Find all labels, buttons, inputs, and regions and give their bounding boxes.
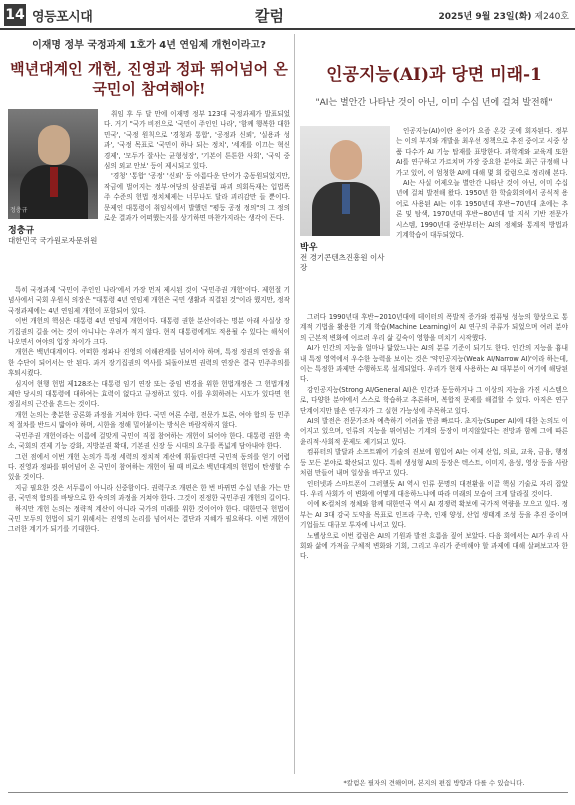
right-article xyxy=(300,34,568,774)
paragraph: 노벨상으로 이번 칼럼은 AI의 기원과 발전 흐름을 짚어 보았다. 다음 회에서는 AI가 우리 사회와 삶에 가져올 구체적 변화와 기회, 그리고 우리가 준비해야 할 과제에 대해 살펴보고자 한다. xyxy=(300,531,568,561)
author-photo xyxy=(300,126,390,236)
paragraph: AI의 발전은 전문가조차 예측하기 어려울 만큼 빠르다. 초지능(Super AI)에 대한 논의도 이어지고 있으며, 인류의 지능을 뛰어넘는 기계의 등장이 머지않았다는 전망과 함께 그에 따른 윤리적·사회적 문제도 제기되고 있다. xyxy=(300,417,568,446)
left-intro xyxy=(8,109,290,285)
right-intro xyxy=(300,126,568,312)
page-header xyxy=(0,0,575,30)
paragraph: 개헌 논의는 충분한 공론화 과정을 거쳐야 한다. 국민 여론 수렴, 전문가 토론, 여야 합의 등 민주적 절차를 반드시 밟아야 하며, 시한을 정해 밀어붙이는 방식은 바람직하지 않다. xyxy=(8,410,290,430)
left-headline: 백년대계인 개헌, 진영과 정파 뛰어넘어 온 국민이 참여해야! xyxy=(10,60,288,98)
right-headline: 인공지능(AI)과 당면 미래-1 xyxy=(326,65,542,85)
paragraph: 인터넷과 스마트폰이 그러했듯 AI 역시 인류 문명의 대전환을 이끌 핵심 기술로 자리 잡았다. 우리 사회가 이 변화에 어떻게 대응하느냐에 따라 미래의 모습이 크게 달라질 것이다. xyxy=(300,479,568,498)
column-divider xyxy=(294,34,295,774)
paragraph: 취임 후 두 달 만에 이재명 정부 123대 국정과제가 발표되었다. 거기 "국가 비전으로 '국민이 주인인 나라', '함께 행복한 대한민국', '국정 원칙으로 '경청과 통합', '공정과 신뢰', '실용과 성과', '국정 목표로 '국민이 하나 되는 정치', '세계를 이끄는 혁신 경제', '모두가 잘사는 균형성장', '기본이 튼튼한 사회', '국익 중심의 외교 안보' 등이 제시되고 있다. xyxy=(104,110,290,171)
paragraph: 이에 K-컬처의 정체와 함께 대한민국 역시 AI 경쟁력 확보에 국가적 역량을 모으고 있다. 정부는 AI 3대 강국 도약을 목표로 인프라 구축, 인재 양성, 산업 생태계 조성 등을 추진 중이며 기업들도 대규모 투자에 나서고 있다. xyxy=(300,500,568,530)
newspaper-logo: 영등포시대 xyxy=(32,10,93,25)
paragraph: 컴퓨터의 발달과 소프트웨어 기술의 진보에 힘입어 AI는 이제 산업, 의료, 교육, 금융, 행정 등 모든 분야로 확산되고 있다. 특히 생성형 AI의 등장은 텍스트, 이미지, 음성, 영상 등을 사람처럼 만들어 내며 일상을 바꾸고 있다. xyxy=(300,448,568,478)
right-author-role: 전 경기콘텐츠진흥원 이사장 xyxy=(300,253,385,272)
paragraph: 지금 필요한 것은 서두름이 아니라 신중함이다. 권력구조 개편은 한 번 바뀌면 수십 년을 가는 만큼, 국민적 합의를 바탕으로 한 숙의의 과정을 거쳐야 한다. 그것이 진정한 국민주권 개헌의 길이다. xyxy=(8,483,290,503)
issue-number: 제240호 xyxy=(534,12,569,22)
left-author-name: 정충규 xyxy=(8,226,35,236)
paragraph: 국민주권 개헌이라는 이름에 걸맞게 국민이 직접 참여하는 개헌이 되어야 한다. 대통령 권한 축소, 국회의 견제 기능 강화, 지방분권 확대, 기본권 신장 등 시대의 요구를 폭넓게 담아내야 한다. xyxy=(8,431,290,451)
paragraph: '경청' '통합' '공정' '신뢰' 등 아름다운 단어가 총동원되었지만, 작금에 벌어지는 정부·여당의 삼권분립 파괴 의회독재는 입법폭주 수준의 헌법 정치체제는 너무나도 달라 괴리감만 들 뿐이다. 문제인 대통령이 취임식에서 발했던 "평등 공정 정의"의 그 정의로운 결과가 어떠했는지를 상기하면 마찬가지라는 생각이 든다. xyxy=(104,172,290,223)
left-kicker: 이재명 정부 국정과제 1호가 4년 연임제 개헌이라고? xyxy=(32,40,266,51)
right-author-block xyxy=(300,126,390,273)
bottom-rule xyxy=(8,792,568,793)
page-number: 14 xyxy=(4,4,26,26)
issue-date: 2025년 9월 23일(화) xyxy=(438,12,532,22)
paragraph: 그런 점에서 이번 개헌 논의가 특정 세력의 정치적 계산에 휘둘린다면 국민적 동의를 얻기 어렵다. 진영과 정파를 뛰어넘어 온 국민이 참여하는 개헌이 될 때 비로소 백년대계의 헌법이 탄생할 수 있을 것이다. xyxy=(8,452,290,482)
right-body xyxy=(300,312,568,562)
paragraph: AI는 사실 어제오늘 별안간 나타난 것이 아닌, 이미 수십 년에 걸쳐 발전해 왔다. 1950년 한 학술회의에서 공식적 용어로 사용된 AI는 이후 1950년대 후반~70년대 초에는 추론 및 탐색, 1970년대 후반~80년대 말 지식 기반 전문가 시스템, 1990년대 중반부터는 AI의 정체와 통계적 방법과 기계학습이 대두되었다. xyxy=(396,179,568,240)
left-article xyxy=(8,34,290,774)
paragraph: 이번 개헌의 핵심은 대통령 4년 연임제 개헌이다. 대통령 권한 분산이라는 명분 아래 사실상 장기집권의 길을 여는 것이 아니냐는 우려가 적지 않다. 현직 대통령에게도 적용될 수 있다는 해석이 나오면서 여야의 입장 차이가 크다. xyxy=(8,317,290,347)
photo-credit: 정충규 xyxy=(10,207,28,214)
paragraph: 특히 국정과제 '국민이 주인인 나라'에서 가장 먼저 제시된 것이 '국민주권 개헌'이다. 제헌절 기념사에서 국회 우원식 의장은 "대통령 4년 연임제 개헌은 국민 생활과 직결된 것"이라 했지만, 정작 국정과제에는 4년 연임제 개헌이 포함되어 있다. xyxy=(8,286,290,315)
paragraph: 그러다 1990년대 후반~2010년대에 데이터의 폭발적 증가와 컴퓨팅 성능의 향상으로 통계적 기법을 활용한 기계 학습(Machine Learning)이 AI 연구의 주류가 되었으며 여러 분야의 근본적 변화에 이르러 우리 삶 깊숙이 영향을 미치기 시작했다. xyxy=(300,313,568,342)
paragraph: 인공지능(AI)이란 용어가 요즘 온갖 곳에 회자된다. 정부는 이의 부지와 개발을 최우선 정책으로 추진 중이고 시중 상품 다수가 AI 기능 탑재를 표방한다. 과학계와 교육계 또한 AI를 연구하고 가르치며 가장 중요한 분야로 최근 규정해 나가고 있어, 이 엄청한 AI에 대해 몇 회 칼럼으로 정리해 본다. xyxy=(396,127,568,177)
left-body xyxy=(8,285,290,535)
left-author-block xyxy=(8,109,98,246)
paragraph: 강인공지능(Strong AI/General AI)은 인간과 동등하거나 그 이상의 지능을 가진 시스템으로, 다양한 분야에서 스스로 학습하고 추론하며, 복합적 문제를 해결할 수 있다. 아직은 연구 단계이지만 많은 연구자가 그 실현 가능성에 주목하고 있다. xyxy=(300,385,568,415)
paragraph: AI가 인간의 지능을 얼마나 닮았느냐는 AI의 분류 기준이 되기도 한다. 인간의 지능을 흉내 내 특정 영역에서 우수한 능력을 보이는 것은 '약인공지능(Weak AI/Narrow AI)'이라 하는데, 이는 특정한 과제만 수행하도록 설계되었다. 우리가 현재 사용하는 AI 대부분이 여기에 해당된다. xyxy=(300,344,568,384)
right-subhead: "AI는 별안간 나타난 것이 아닌, 이미 수십 년에 걸쳐 발전해" xyxy=(315,98,553,108)
paragraph: 심지어 현행 헌법 제128조는 대통령 임기 연장 또는 중임 변경을 위한 헌법개정은 그 헌법개정 제안 당시의 대통령에 대하여는 효력이 없다고 규정하고 있다. 이를 우회하려는 시도가 있다면 헌정질서의 근간을 흔드는 것이다. xyxy=(8,379,290,409)
left-intro-text xyxy=(104,109,290,223)
column-disclaimer: *칼럼은 필자의 견해이며, 본지의 편집 방향과 다를 수 있습니다. xyxy=(343,779,525,787)
author-photo xyxy=(8,109,98,219)
right-intro-text xyxy=(396,126,568,240)
paragraph: 개헌은 백년대계이다. 어떠한 정파나 진영의 이해관계를 넘어서야 하며, 특정 정권의 연장을 위한 수단이 되어서는 안 된다. 과거 장기집권의 역사를 되돌아보면 권력의 연장은 결국 민주주의를 후퇴시켰다. xyxy=(8,348,290,378)
left-author-role: 대한민국 국가원로자문위원 xyxy=(8,236,98,245)
section-title: 칼럼 xyxy=(255,7,284,25)
issue-info xyxy=(438,9,569,22)
paragraph: 하지만 개헌 논의는 정략적 계산이 아니라 국가의 미래를 위한 것이어야 한다. 대한민국 헌법이 국민 모두의 헌법이 되기 위해서는 진영의 논리를 넘어서는 결단과 지혜가 필요하다. 이번 개헌이 그러한 계기가 되기를 기대한다. xyxy=(8,504,290,534)
right-author-name: 박우 xyxy=(300,243,318,253)
